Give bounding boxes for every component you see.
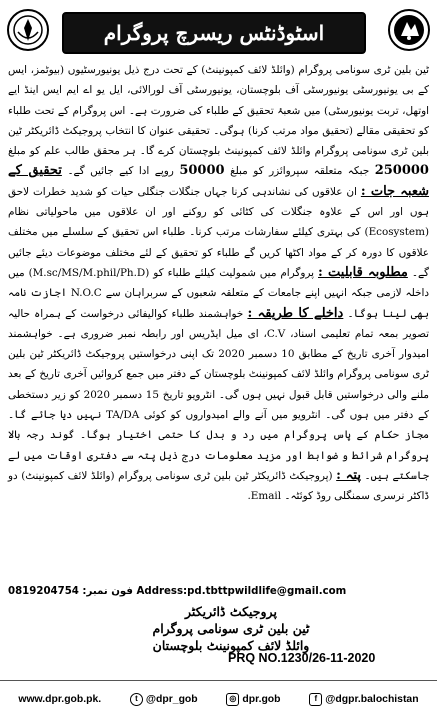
footer (0, 680, 437, 717)
research-fields-heading: تحقیق کے شعبہ جات : (8, 163, 429, 199)
footer-website[interactable] (18, 694, 101, 705)
research-fields-text: ان علاقوں کی نشاندہی کرنا جہاں جنگلات جنگلی حیات کو شدید خطرات لاحق ہوں اور اس کے علاوہ جنگلات کی کٹائی کو روکنے اور ان علاقوں میں ماحولیاتی نظام (Ecosystem) کی بہتری کیلئے سفارشات مرتب کرنا۔ طلباء اس تحقیق کے سلسلے میں مختلف علاقوں کا دورہ کر کے مواد اکٹھا کریں گے طلباء کو تحقیق کے لئے مختلف موضوعات دیئے جائیں گے۔ (8, 185, 429, 279)
footer-twitter[interactable] (130, 693, 198, 706)
address-heading: پتہ : (336, 467, 361, 483)
prq-number: PRQ NO.1230/26-11-2020 (228, 651, 376, 665)
amount-total: 250000 (374, 163, 429, 179)
website-text: www.dpr.gob.pk. (18, 693, 102, 705)
facebook-handle: @dgpr.balochistan (325, 693, 419, 705)
intro-paragraph: ٹین بلین ٹری سونامی پروگرام (وائلڈ لائف کمپونینٹ) کے تحت درج ذیل یونیورسٹیوں (بیوٹمز، ایس کے بی یونیورسٹی یونیورسٹی آف بلوچستان، یونیورسٹی آف لورالائی، ایل یو اے ایم ایس اینڈ ایے اوتھل، تربت یونیورسٹی) میں شعبۂ تحقیق کے طلباء کی ضرورت ہے۔ اس پروگرام کے تحت طلباء کو تحقیقی مقالے (تحقیق مواد مرتب کرنا) ہوگی۔ تحقیقی عنوان کا انتخاب پروجیکٹ ڈائریکٹر ٹین بلین ٹری سونامی پروگرام وائلڈ لائف کمپونینٹ بلوچستان کرے گا۔ ہر محقق طالب علم کو مبلغ (8, 64, 429, 158)
advertisement-body (8, 60, 429, 507)
admission-method-heading: داخلے کا طریقہ : (247, 305, 344, 321)
twitter-icon: t (130, 693, 143, 706)
footer-facebook[interactable] (309, 693, 418, 706)
instagram-handle: dpr.gob (242, 693, 281, 705)
amount-supervisor: 50000 (179, 163, 225, 179)
page-title: اسٹوڈنٹس ریسرچ پروگرام (62, 12, 366, 54)
wildlife-emblem-icon (387, 8, 431, 52)
qualification-text: پروگرام میں شمولیت کیلئے طلباء کو (M.sc/MS/M.phil/Ph.D) میں داخلہ لازمی جبکہ انہیں اپنے جامعات کے متعلقہ شعبوں کے سربراہان سے N.O.C اجازت نامہ بھی لینا ہوگا۔ (8, 266, 429, 320)
twitter-handle: @dpr_gob (145, 693, 198, 705)
contact-line: Address:pd.tbttpwildlife@gmail.com فون نمبر: 0819204754 (8, 586, 347, 597)
signature-component: وائلڈ لائف کمپونینٹ بلوچستان (152, 638, 310, 653)
signature-title: پروجیکٹ ڈائریکٹر (185, 604, 277, 619)
address-text: (پروجیکٹ ڈائریکٹر ٹین بلین ٹری سونامی پروگرام (وائلڈ لائف کمپونینٹ) دو ڈاکٹر نرسری سمنگلی روڈ کوئٹہ۔ Email. (8, 469, 429, 503)
header (4, 6, 433, 56)
government-emblem-icon (6, 8, 50, 52)
signature-program: ٹین بلین ٹری سونامی پروگرام (152, 621, 310, 636)
instagram-icon: ◎ (226, 693, 239, 706)
admission-method-text: خواہشمند طلباء کوالیفائی درخواست کے ہمراہ حالیہ تصویر بمعہ تمام تعلیمی اسناد، C.V، ای میل ایڈریس اور رابطہ نمبر ضروری ہے۔ خواہشمند امیدوار آخری تاریخ کے مطابق 10 دسمبر 2020 تک اپنی درخواستیں پروجیکٹ ڈائریکٹر ٹین بلین ٹری سونامی پروگرام وائلڈ لائف کمپونینٹ بلوچستان کے دفتر میں جمع کروائیں آخری تاریخ کے بعد ملنے والی درخواستیں قابل قبول نہیں ہوں گی۔ انٹرویو تاریخ 15 دسمبر 2020 کو زیر دستخطی کے دفتر میں ہوں گی۔ انٹرویو میں آنے والے امیدواروں کو کوئی TA/DA نہیں دیا جائے گا۔ مجاز حکام کے پاس پروگرام میں رد و بدل کا حتمی اختیار ہوگا۔ گوند رجہ بالا پروگرام شرائط و ضوابط اور مزید معلومات درج ذیل پتہ سے دفتری اوقات میں لے جاسکتے ہیں۔ (8, 307, 429, 482)
signature-block (136, 603, 326, 654)
facebook-icon: f (309, 693, 322, 706)
body-text (8, 60, 429, 507)
payment-text: روپے ادا کیے جائیں گے۔ (67, 165, 174, 178)
footer-instagram[interactable] (226, 693, 280, 706)
qualification-heading: مطلوبہ قابلیت : (318, 264, 408, 280)
supervisor-text: جبکہ متعلقہ سپروائزر کو مبلغ (230, 165, 370, 178)
